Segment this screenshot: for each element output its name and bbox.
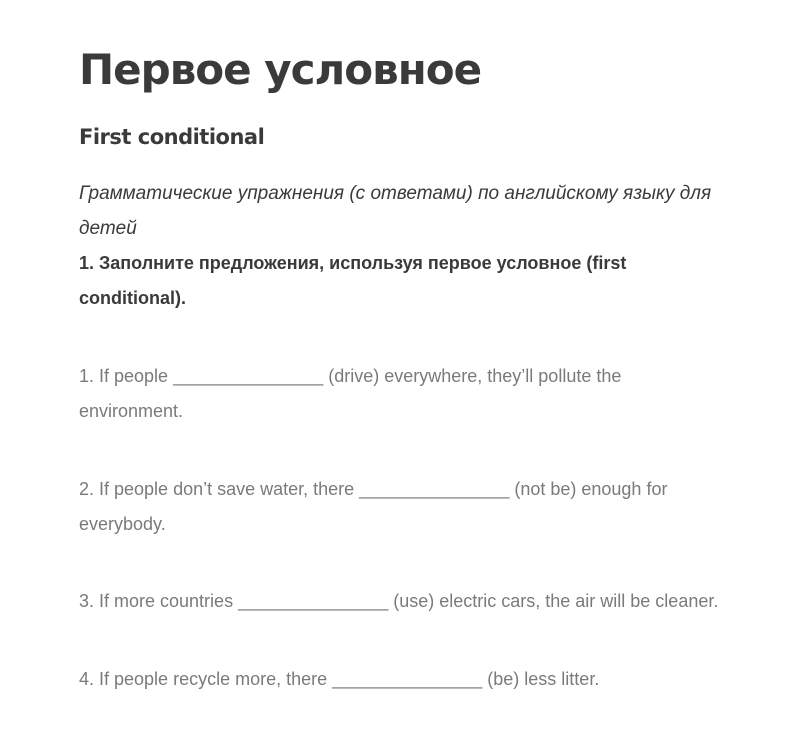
page-title: Первое условное: [79, 45, 482, 94]
page-subtitle: First conditional: [79, 125, 265, 149]
task-instruction: 1. Заполните предложения, используя первое условное (first conditional).: [79, 253, 627, 308]
intro-text: Грамматические упражнения (с ответами) по английскому языку для детей: [79, 183, 712, 239]
exercise-item-4: 4. If people recycle more, there _______________ (be) less litter.: [79, 669, 600, 689]
exercise-item-1: 1. If people _______________ (drive) everywhere, they’ll pollute the environment.: [79, 366, 622, 421]
exercise-item-3: 3. If more countries _______________ (use) electric cars, the air will be cleaner.: [79, 591, 719, 611]
exercise-item-2: 2. If people don’t save water, there _______________ (not be) enough for everybody.: [79, 479, 668, 534]
